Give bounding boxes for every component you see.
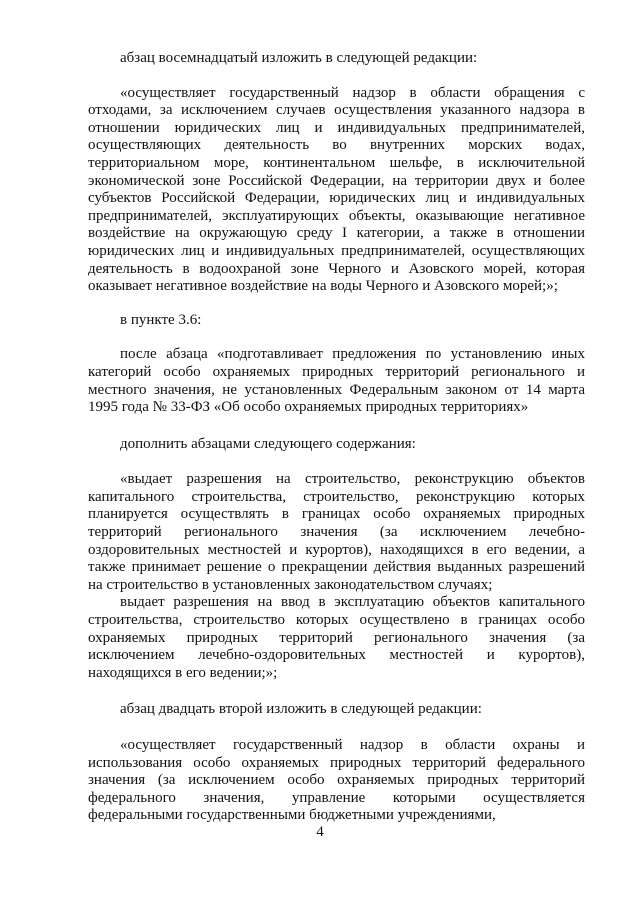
instruction-add-paragraphs: дополнить абзацами следующего содержания: (120, 435, 416, 452)
instruction-clause-3-6: в пункте 3.6: (120, 311, 202, 328)
quoted-paragraph-waste-supervision: «осуществляет государственный надзор в области обращения с отходами, за исключением случаев осуществления указанного надзора в отношении юридических лиц и индивидуальных предпринимателей, осуществляющих деятельность во внутренних морских водах, территориальном море, континентальном шельфе, в исключительной экономической зоне Российской Федерации, на территории двух и более субъектов Российской Федерации, юридических лиц и индивидуальных предпринимателей, эксплуатирующих объекты, оказывающие негативное воздействие на окружающую среду I категории, а также в отношении юридических лиц и индивидуальных предпринимателей, осуществляющих деятельность в водоохраной зоне Черного и Азовского морей, которая оказывает негативное воздействие на воды Черного и Азовского морей;»; (88, 84, 585, 295)
instruction-after-paragraph: после абзаца «подготавливает предложения по установлению иных категорий особо охраняемых природных территорий регионального и местного значения, не установленных Федеральным законом от 14 марта 1995 года № 33-ФЗ «Об особо охраняемых природных территориях» (88, 346, 585, 416)
page-number: 4 (316, 824, 324, 840)
quoted-paragraph-commissioning-permits: выдает разрешения на ввод в эксплуатацию объектов капитального строительства, строительство которых осуществлено в границах особо охраняемых природных территорий регионального значения (за исключением лечебно-оздоровительных местностей и курортов), находящихся в его ведении;»; (88, 594, 585, 681)
quoted-paragraph-protected-areas: «осуществляет государственный надзор в области охраны и использования особо охраняемых природных территорий федерального значения (за исключением особо охраняемых природных территорий федерального значения, управление которыми осуществляется федеральными государственными бюджетными учреждениями, (88, 737, 585, 824)
instruction-paragraph-18: абзац восемнадцатый изложить в следующей редакции: (120, 50, 478, 66)
instruction-paragraph-22: абзац двадцать второй изложить в следующей редакции: (120, 701, 482, 718)
quoted-paragraph-construction-permits: «выдает разрешения на строительство, реконструкцию объектов капитального строительства, строительство, реконструкцию которых планируется осуществлять в границах особо охраняемых природных территорий регионального значения (за исключением лечебно-оздоровительных местностей и курортов), находящихся в его ведении, а также принимает решение о прекращении действия выданных разрешений на строительство в установленных законодательством случаях; (88, 471, 585, 593)
document-page (88, 50, 585, 825)
